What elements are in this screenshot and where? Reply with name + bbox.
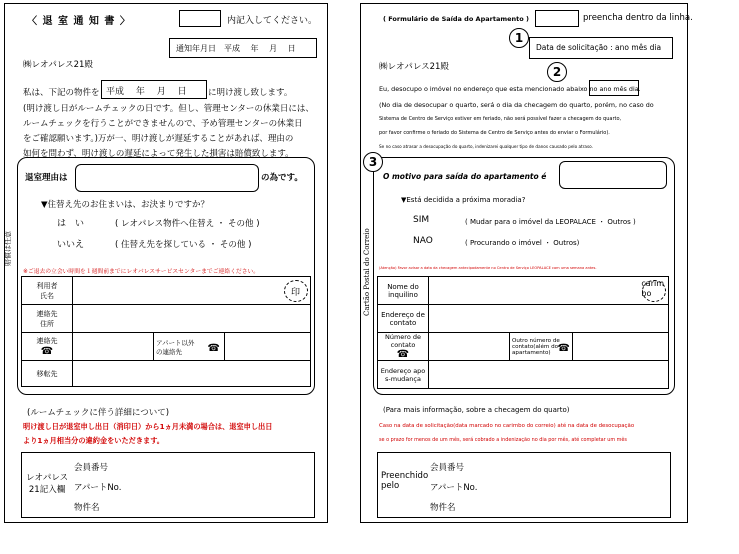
- right-para3: Sistema de Centro de Serviço estiver em feriado, não será possível fazer a checagem do quarto,: [379, 116, 622, 122]
- left-para1a: 私は、下記の物件を: [23, 88, 100, 98]
- left-para5: 如何を問わず、明け渡しの遅延によって発生した損害は賠償致します。: [23, 149, 294, 159]
- left-phone-icon-2: ☎: [207, 343, 220, 354]
- right-reason-label: O motivo para saída do apartamento é: [383, 172, 547, 181]
- left-title: 〈 退 室 通 知 書 〉: [27, 16, 131, 27]
- left-phone-icon: ☎: [40, 346, 54, 357]
- left-new-address-field[interactable]: [73, 361, 311, 387]
- left-legend-box: [179, 10, 221, 27]
- right-para1: Eu, desocupo o imóvel no endereço que esta mencionado abaixo no ano mês dia.: [379, 85, 641, 93]
- right-option-nao-detail[interactable]: ( Procurando o imóvel ・ Outros): [465, 239, 580, 247]
- left-name-field[interactable]: 印: [73, 277, 311, 305]
- right-notice: (Atenção) Favor avisar a data da checagem antecipadamente no Centro de Serviço LEOPALACE com uma semana antes.: [379, 266, 597, 270]
- right-title: ( Formulário de Saída do Apartamento ): [383, 15, 529, 23]
- right-alt-phone-field[interactable]: [573, 333, 669, 361]
- right-option-sim-detail[interactable]: ( Mudar para o imóvel da LEOPALACE ・ Outros ): [465, 218, 636, 226]
- right-contact-table: Nome do inquilino carim bo Endereço de contato Número de contato ☎ Outro número de contato(além do apartamento) ☎ Endereço apo s-mudança: [377, 276, 669, 389]
- right-phone-icon-2: ☎: [557, 343, 570, 354]
- right-para2: (No dia de desocupar o quarto, será o dia da checagem do quarto, porém, no caso do: [379, 101, 654, 109]
- left-penalty-2: より1ヵ月相当分の違約金をいただきます。: [23, 436, 164, 445]
- left-vertical-note: 賠償は任意: [4, 231, 12, 266]
- right-para5: Se no caso atrasar a desocupação do quarto, indenizarei qualquer tipo de danos causado pelo atraso.: [379, 144, 593, 149]
- right-phone-field[interactable]: [429, 333, 510, 361]
- left-para3: ルームチェックを行うことができませんので、予め管理センターの休業日: [23, 119, 303, 129]
- right-roomcheck: (Para mais informação, sobre a checagem do quarto): [383, 406, 570, 414]
- left-penalty-1: 明け渡し日が退室申し出日（消印日）から1ヵ月未満の場合は、退室申し出日: [23, 422, 273, 431]
- right-question: ▼Está decidida a próxima moradia?: [401, 196, 526, 204]
- left-para2: (明け渡し日がルームチェックの日です。但し、管理センターの休業日には、: [23, 104, 314, 114]
- right-penalty-1: Caso na data de solicitação(data marcado no carimbo do correio) até na data de desocupação: [379, 423, 635, 429]
- left-option-no[interactable]: いいえ: [57, 240, 85, 250]
- right-instruction: preencha dentro da linha.: [583, 13, 693, 23]
- right-option-nao[interactable]: NAO: [413, 236, 433, 246]
- right-option-sim[interactable]: SIM: [413, 215, 430, 225]
- left-form-page: [4, 3, 328, 523]
- right-date-line[interactable]: Data de solicitação : ano mês dia: [529, 37, 673, 59]
- left-question: ▼住替え先のお住まいは、お決まりですか？: [41, 200, 210, 210]
- marker-1: 1: [509, 28, 529, 48]
- right-move-date-box[interactable]: [589, 80, 639, 96]
- left-date-line[interactable]: 通知年月日 平成 年 月 日: [169, 38, 317, 58]
- right-reason-field[interactable]: [559, 161, 667, 189]
- left-option-yes[interactable]: は い: [57, 219, 85, 229]
- left-notice: ※ご退去の立会い時間を１週間前までにレオパレスサービスセンターまでご連絡ください。: [23, 269, 260, 275]
- right-new-address-field[interactable]: [429, 361, 669, 389]
- left-para1b: に明け渡し致します。: [208, 88, 293, 98]
- right-para4: por favor confirme o feriado do Sistema de Centro de Serviço antes do enviar o Formulário).: [379, 130, 610, 136]
- left-addressee: ㈱レオパレス21殿: [23, 60, 93, 70]
- right-legend-box: [535, 10, 579, 27]
- right-addressee: ㈱レオパレス21殿: [379, 62, 449, 72]
- right-penalty-2: se o prazo for menos de um mês, será cobrado a indenização no dia por mês, até completar um mês: [379, 437, 627, 443]
- marker-3: 3: [363, 152, 383, 172]
- right-form-page: [360, 3, 693, 523]
- left-roomcheck: (ルームチェックに伴う詳細について): [27, 408, 170, 418]
- left-reason-field[interactable]: [75, 164, 259, 192]
- left-move-date-box[interactable]: 平成 年 月 日: [101, 80, 207, 99]
- left-staff-box: レオパレス 21記入欄 会員番号 アパートNo. 物件名: [21, 452, 315, 518]
- left-alt-phone-field[interactable]: [225, 333, 311, 361]
- left-reason-label: 退室理由は: [25, 173, 68, 183]
- right-vertical-note: Cartão Postal do Correio: [363, 228, 371, 316]
- right-address-field[interactable]: [429, 305, 669, 333]
- left-option-yes-detail[interactable]: ( レオパレス物件へ住替え ・ その他 ): [115, 219, 260, 229]
- right-phone-icon: ☎: [396, 349, 410, 360]
- left-instruction: 内記入してください。: [227, 16, 318, 26]
- left-option-no-detail[interactable]: ( 住替え先を探している ・ その他 ): [115, 240, 252, 250]
- right-staff-box: Preenchido pelo 会員番号 アパートNo. 物件名: [377, 452, 671, 518]
- left-para4: をご確認願います。)万が一、明け渡しが遅延することがあれば、理由の: [23, 134, 294, 144]
- left-address-field[interactable]: [73, 305, 311, 333]
- marker-2: 2: [547, 62, 567, 82]
- right-name-field[interactable]: carim bo: [429, 277, 669, 305]
- left-contact-table: 利用者 氏名 印 連絡先 住所 連絡先 ☎ アパート以外 の連絡先 ☎ 移転先: [21, 276, 311, 387]
- left-phone-field[interactable]: [73, 333, 154, 361]
- left-reason-suffix: の為です。: [261, 173, 303, 183]
